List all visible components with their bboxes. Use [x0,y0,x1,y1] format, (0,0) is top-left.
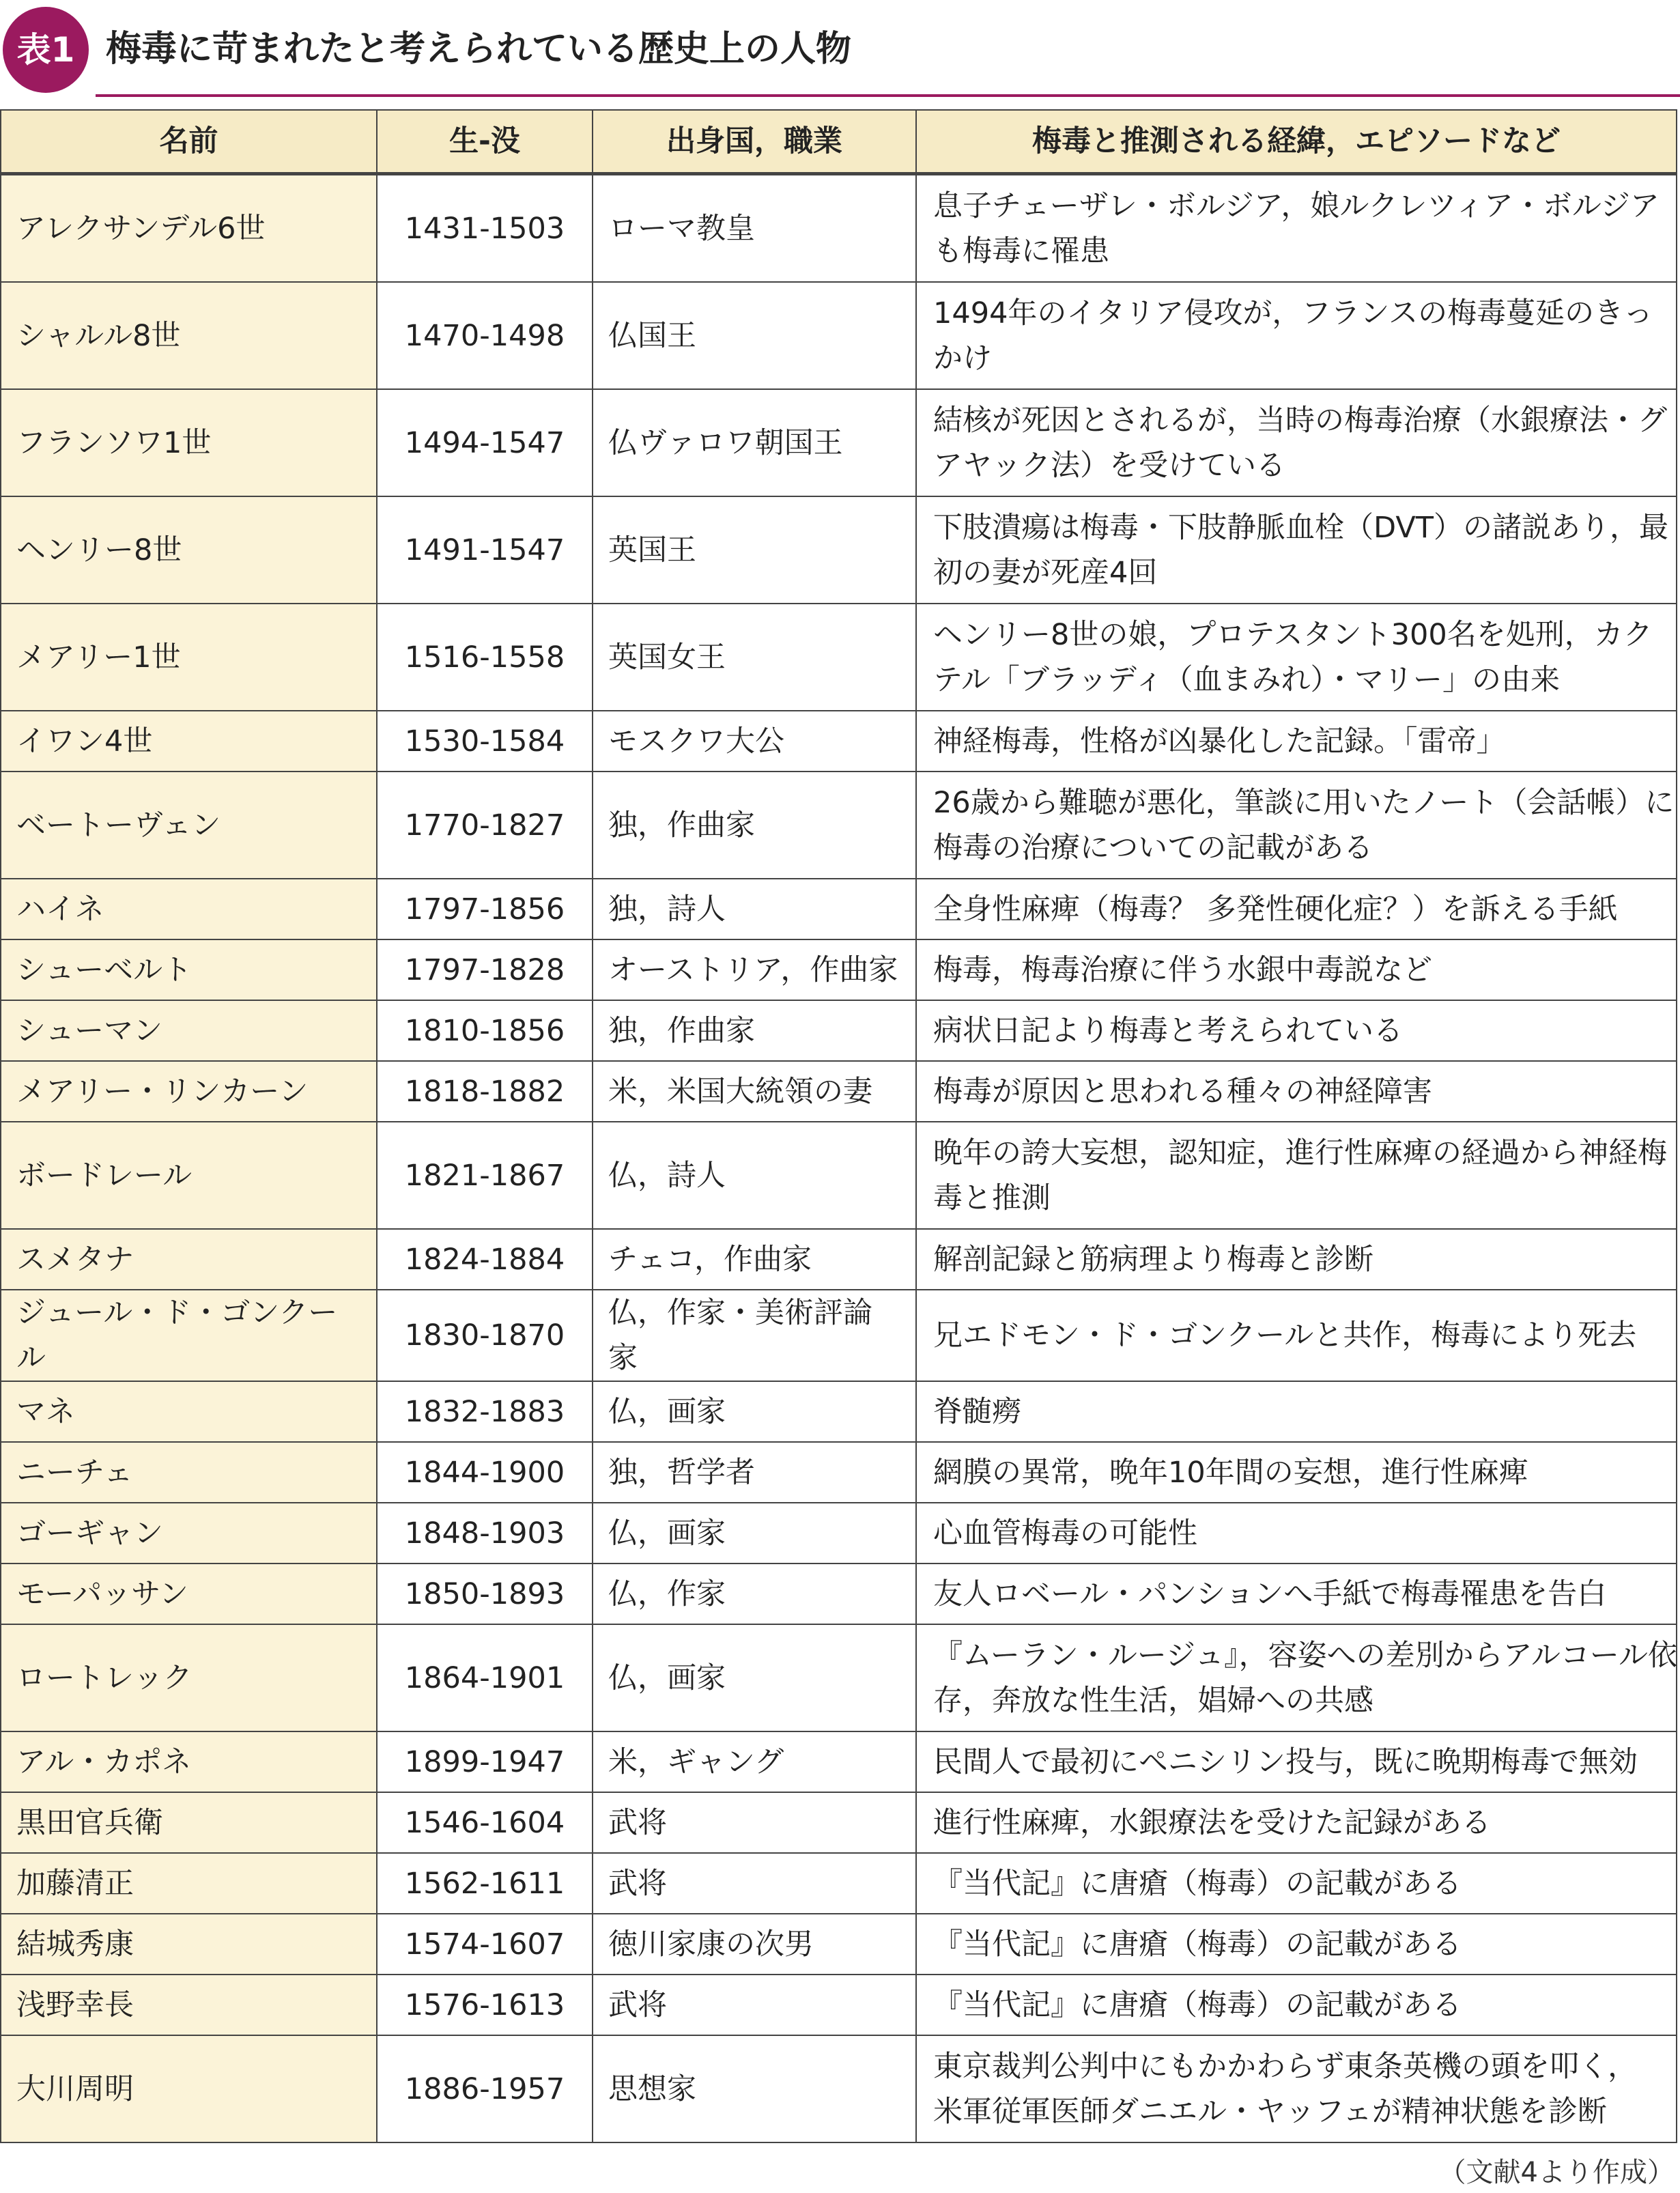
person-name-cell: シューベルト [1,939,377,1000]
episode-line: 毒と推測 [933,1180,1051,1215]
table-title: 梅毒に苛まれたと考えられている歴史上の人物 [106,29,852,70]
life-years-cell: 1491-1547 [377,496,593,604]
episode-cell [916,1914,1677,1975]
origin-occupation-cell: モスクワ大公 [593,711,916,772]
table-row [1,1792,1677,1853]
episode-cell [916,1975,1677,2035]
person-name-cell: メアリー1世 [1,604,377,711]
episode-line: 進行性麻痺，水銀療法を受けた記録がある [933,1805,1491,1840]
life-years-cell: 1821-1867 [377,1122,593,1229]
episode-line: も梅毒に罹患 [933,234,1109,268]
historical-figures-table [0,109,1677,2143]
episode-cell [916,1503,1677,1564]
episode-line: 病状日記より梅毒と考えられている [933,1013,1403,1048]
episode-cell [916,1290,1677,1381]
table-row [1,282,1677,389]
episode-line: 初の妻が死産4回 [933,555,1158,590]
table-row [1,1731,1677,1792]
table-row [1,772,1677,879]
episode-line: 存，奔放な性生活，娼婦への共感 [933,1683,1373,1718]
origin-occupation-cell: 英国王 [593,496,916,604]
header-origin-occupation: 出身国，職業 [593,110,916,174]
title-bar [0,0,1680,102]
person-name-cell: 黒田官兵衛 [1,1792,377,1853]
life-years-cell: 1530-1584 [377,711,593,772]
life-years-cell: 1770-1827 [377,772,593,879]
life-years-cell: 1797-1828 [377,939,593,1000]
table-header-row [1,110,1677,174]
source-note: （文献4より作成） [1438,2157,1675,2188]
episode-line: 『当代記』に唐瘡（梅毒）の記載がある [933,1987,1462,2022]
header-years: 生-没 [377,110,593,174]
episode-cell [916,604,1677,711]
episode-line: 『ムーラン・ルージュ』，容姿への差別からアルコール依 [933,1638,1678,1673]
episode-cell [916,1229,1677,1290]
origin-occupation-cell: ローマ教皇 [593,174,916,283]
episode-line: 梅毒，梅毒治療に伴う水銀中毒説など [933,952,1432,987]
life-years-cell: 1797-1856 [377,879,593,939]
person-name-cell: イワン4世 [1,711,377,772]
person-name-cell: ヘンリー8世 [1,496,377,604]
life-years-cell: 1844-1900 [377,1442,593,1503]
episode-cell [916,2035,1677,2142]
episode-line: アヤック法）を受けている [933,448,1285,483]
person-name-cell: ハイネ [1,879,377,939]
person-name-cell: スメタナ [1,1229,377,1290]
table-row [1,1290,1677,1381]
title-underline [96,94,1680,97]
table-row [1,1624,1677,1731]
person-name-cell: 大川周明 [1,2035,377,2142]
episode-cell [916,174,1677,283]
origin-occupation-cell: 仏，作家・美術評論家 [593,1290,916,1381]
episode-line: 網膜の異常，晩年10年間の妄想，進行性麻痺 [933,1455,1528,1490]
origin-occupation-cell: オーストリア，作曲家 [593,939,916,1000]
episode-line: 神経梅毒，性格が凶暴化した記録。「雷帝」 [933,724,1506,759]
person-name-cell: シューマン [1,1000,377,1061]
episode-line: 晩年の誇大妄想，認知症，進行性麻痺の経過から神経梅 [933,1135,1667,1170]
table-row [1,1564,1677,1624]
episode-line: 26歳から難聴が悪化，筆談に用いたノート（会話帳）に [933,785,1675,820]
life-years-cell: 1576-1613 [377,1975,593,2035]
episode-line: 心血管梅毒の可能性 [933,1516,1197,1551]
table-row [1,711,1677,772]
episode-line: 友人ロベール・パンションへ手紙で梅毒罹患を告白 [933,1576,1607,1611]
episode-cell [916,1564,1677,1624]
life-years-cell: 1848-1903 [377,1503,593,1564]
life-years-cell: 1899-1947 [377,1731,593,1792]
episode-cell [916,1122,1677,1229]
life-years-cell: 1562-1611 [377,1853,593,1914]
episode-line: 1494年のイタリア侵攻が，フランスの梅毒蔓延のきっ [933,296,1653,330]
life-years-cell: 1494-1547 [377,389,593,496]
episode-line: 息子チェーザレ・ボルジア，娘ルクレツィア・ボルジア [933,188,1660,223]
episode-line: 解剖記録と筋病理より梅毒と診断 [933,1242,1373,1277]
episode-line: 民間人で最初にペニシリン投与，既に晩期梅毒で無効 [933,1744,1638,1779]
person-name-cell: ロートレック [1,1624,377,1731]
origin-occupation-cell: 仏国王 [593,282,916,389]
episode-cell [916,711,1677,772]
episode-cell [916,1624,1677,1731]
episode-cell [916,1853,1677,1914]
episode-cell [916,1731,1677,1792]
person-name-cell: ボードレール [1,1122,377,1229]
origin-occupation-cell: 武将 [593,1792,916,1853]
origin-occupation-cell: 英国女王 [593,604,916,711]
episode-line: 結核が死因とされるが，当時の梅毒治療（水銀療法・グ [933,403,1667,438]
episode-cell [916,772,1677,879]
origin-occupation-cell: 米，米国大統領の妻 [593,1061,916,1122]
table-row [1,1381,1677,1442]
life-years-cell: 1516-1558 [377,604,593,711]
table-body [1,174,1677,2143]
person-name-cell: 結城秀康 [1,1914,377,1975]
episode-cell [916,389,1677,496]
person-name-cell: ジュール・ド・ゴンクール [1,1290,377,1381]
person-name-cell: 加藤清正 [1,1853,377,1914]
origin-occupation-cell: 仏，詩人 [593,1122,916,1229]
origin-occupation-cell: 仏，画家 [593,1381,916,1442]
episode-cell [916,1792,1677,1853]
episode-line: 米軍従軍医師ダニエル・ヤッフェが精神状態を診断 [933,2094,1607,2129]
origin-occupation-cell: 仏，画家 [593,1624,916,1731]
header-episode: 梅毒と推測される経緯，エピソードなど [916,110,1677,174]
origin-occupation-cell: 独，詩人 [593,879,916,939]
table-row [1,1914,1677,1975]
episode-line: 梅毒が原因と思われる種々の神経障害 [933,1074,1432,1109]
person-name-cell: アル・カポネ [1,1731,377,1792]
table-row [1,1503,1677,1564]
origin-occupation-cell: 武将 [593,1853,916,1914]
episode-line: 『当代記』に唐瘡（梅毒）の記載がある [933,1866,1462,1901]
episode-line: 脊髄癆 [933,1394,1021,1429]
origin-occupation-cell: 徳川家康の次男 [593,1914,916,1975]
life-years-cell: 1830-1870 [377,1290,593,1381]
life-years-cell: 1574-1607 [377,1914,593,1975]
table-row [1,1122,1677,1229]
person-name-cell: フランソワ1世 [1,389,377,496]
origin-occupation-cell: チェコ，作曲家 [593,1229,916,1290]
table-row [1,604,1677,711]
origin-occupation-cell: 米，ギャング [593,1731,916,1792]
episode-line: 兄エドモン・ド・ゴンクールと共作，梅毒により死去 [933,1318,1637,1353]
table-row [1,1853,1677,1914]
table-row [1,496,1677,604]
episode-line: 『当代記』に唐瘡（梅毒）の記載がある [933,1927,1462,1962]
person-name-cell: アレクサンデル6世 [1,174,377,283]
person-name-cell: モーパッサン [1,1564,377,1624]
life-years-cell: 1850-1893 [377,1564,593,1624]
life-years-cell: 1886-1957 [377,2035,593,2142]
episode-line: 全身性麻痺（梅毒？ 多発性硬化症？）を訴える手紙 [933,892,1618,926]
table-row [1,1229,1677,1290]
life-years-cell: 1470-1498 [377,282,593,389]
table-row [1,2035,1677,2142]
origin-occupation-cell: 武将 [593,1975,916,2035]
origin-occupation-cell: 仏，作家 [593,1564,916,1624]
table-row [1,1442,1677,1503]
table-row [1,939,1677,1000]
person-name-cell: ベートーヴェン [1,772,377,879]
origin-occupation-cell: 仏，画家 [593,1503,916,1564]
person-name-cell: メアリー・リンカーン [1,1061,377,1122]
episode-line: 下肢潰瘍は梅毒・下肢静脈血栓（DVT）の諸説あり，最 [933,510,1669,545]
person-name-cell: ニーチェ [1,1442,377,1503]
person-name-cell: マネ [1,1381,377,1442]
table-row [1,879,1677,939]
origin-occupation-cell: 独，作曲家 [593,772,916,879]
episode-cell [916,282,1677,389]
table-row [1,1975,1677,2035]
episode-cell [916,496,1677,604]
origin-occupation-cell: 仏ヴァロワ朝国王 [593,389,916,496]
origin-occupation-cell: 独，作曲家 [593,1000,916,1061]
episode-line: ヘンリー8世の娘，プロテスタント300名を処刑，カク [933,617,1653,652]
episode-line: 東京裁判公判中にもかかわらず東条英機の頭を叩く， [933,2049,1638,2084]
episode-line: かけ [933,341,992,376]
life-years-cell: 1546-1604 [377,1792,593,1853]
person-name-cell: シャルル8世 [1,282,377,389]
life-years-cell: 1864-1901 [377,1624,593,1731]
origin-occupation-cell: 思想家 [593,2035,916,2142]
table-row [1,389,1677,496]
table-row [1,174,1677,283]
table-row [1,1000,1677,1061]
header-name: 名前 [1,110,377,174]
episode-line: 梅毒の治療についての記載がある [933,830,1373,865]
episode-line: テル「ブラッディ（血まみれ）・マリー」の由来 [933,662,1561,697]
origin-occupation-cell: 独，哲学者 [593,1442,916,1503]
episode-cell [916,939,1677,1000]
life-years-cell: 1832-1883 [377,1381,593,1442]
life-years-cell: 1824-1884 [377,1229,593,1290]
life-years-cell: 1431-1503 [377,174,593,283]
life-years-cell: 1810-1856 [377,1000,593,1061]
life-years-cell: 1818-1882 [377,1061,593,1122]
episode-cell [916,1381,1677,1442]
person-name-cell: 浅野幸長 [1,1975,377,2035]
person-name-cell: ゴーギャン [1,1503,377,1564]
episode-cell [916,879,1677,939]
episode-cell [916,1061,1677,1122]
episode-cell [916,1442,1677,1503]
table-number-badge: 表1 [3,7,89,93]
table-row [1,1061,1677,1122]
episode-cell [916,1000,1677,1061]
